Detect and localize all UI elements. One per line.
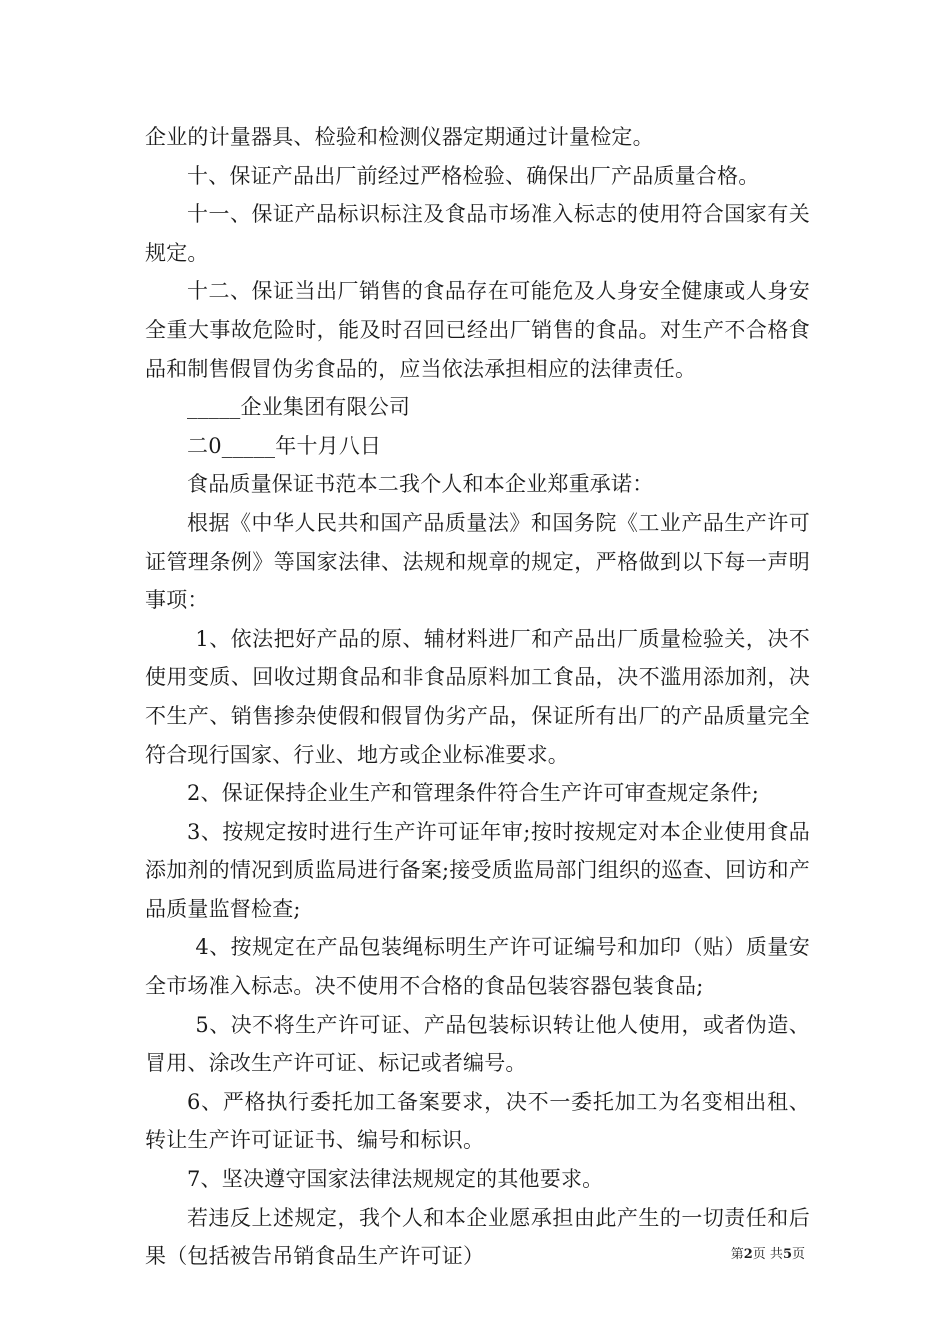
section-heading: 食品质量保证书范本二我个人和本企业郑重承诺： bbox=[187, 472, 654, 497]
paragraph: 根据《中华人民共和国产品质量法》和国务院《工业产品生产许可证管理条例》等国家法律、法规和规章的规定，严格做到以下每一声明事项： bbox=[145, 510, 810, 613]
document-body bbox=[145, 118, 810, 1276]
paragraph: 十一、保证产品标识标注及食品市场准入标志的使用符合国家有关规定。 bbox=[145, 202, 810, 265]
current-page-number: 2 bbox=[743, 1247, 753, 1262]
total-pages-number: 5 bbox=[782, 1247, 792, 1262]
list-item: 3、按规定按时进行生产许可证年审;按时按规定对本企业使用食品添加剂的情况到质监局进行备案;接受质监局部门组织的巡查、回访和产品质量监督检查; bbox=[145, 819, 810, 921]
paragraph: 若违反上述规定，我个人和本企业愿承担由此产生的一切责任和后果（包括被告吊销食品生产许可证） bbox=[145, 1205, 810, 1269]
footer-suffix: 页 bbox=[791, 1247, 805, 1262]
paragraph: 十二、保证当出厂销售的食品存在可能危及人身安全健康或人身安全重大事故危险时，能及时召回已经出厂销售的食品。对生产不合格食品和制售假冒伪劣食品的，应当依法承担相应的法律责任。 bbox=[145, 279, 810, 381]
footer-prefix: 第 bbox=[730, 1247, 744, 1262]
paragraph: 企业的计量器具、检验和检测仪器定期通过计量检定。 bbox=[145, 125, 654, 149]
list-item: 2、保证保持企业生产和管理条件符合生产许可审查规定条件; bbox=[187, 781, 760, 806]
signature-date: 二0_____年十月八日 bbox=[187, 433, 382, 458]
paragraph: 十、保证产品出厂前经过严格检验、确保出厂产品质量合格。 bbox=[187, 163, 760, 188]
list-item: 5、决不将生产许可证、产品包装标识转让他人使用，或者伪造、冒用、涂改生产许可证、标记或者编号。 bbox=[145, 1012, 810, 1076]
footer-middle: 页 共 bbox=[752, 1247, 783, 1262]
list-item: 1、依法把好产品的原、辅材料进厂和产品出厂质量检验关，决不使用变质、回收过期食品和非食品原料加工食品，决不滥用添加剂，决不生产、销售掺杂使假和假冒伪劣产品，保证所有出厂的产品质量完全符合现行国家、行业、地方或企业标准要求。 bbox=[145, 626, 810, 767]
page-number-footer bbox=[731, 1247, 805, 1263]
list-item: 6、严格执行委托加工备案要求，决不一委托加工为名变相出租、转让生产许可证证书、编号和标识。 bbox=[145, 1089, 810, 1153]
signature-company: _____企业集团有限公司 bbox=[187, 395, 411, 420]
list-item: 7、坚决遵守国家法律法规规定的其他要求。 bbox=[187, 1167, 604, 1192]
list-item: 4、按规定在产品包装绳标明生产许可证编号和加印（贴）质量安全市场准入标志。决不使用不合格的食品包装容器包装食品; bbox=[145, 935, 810, 999]
